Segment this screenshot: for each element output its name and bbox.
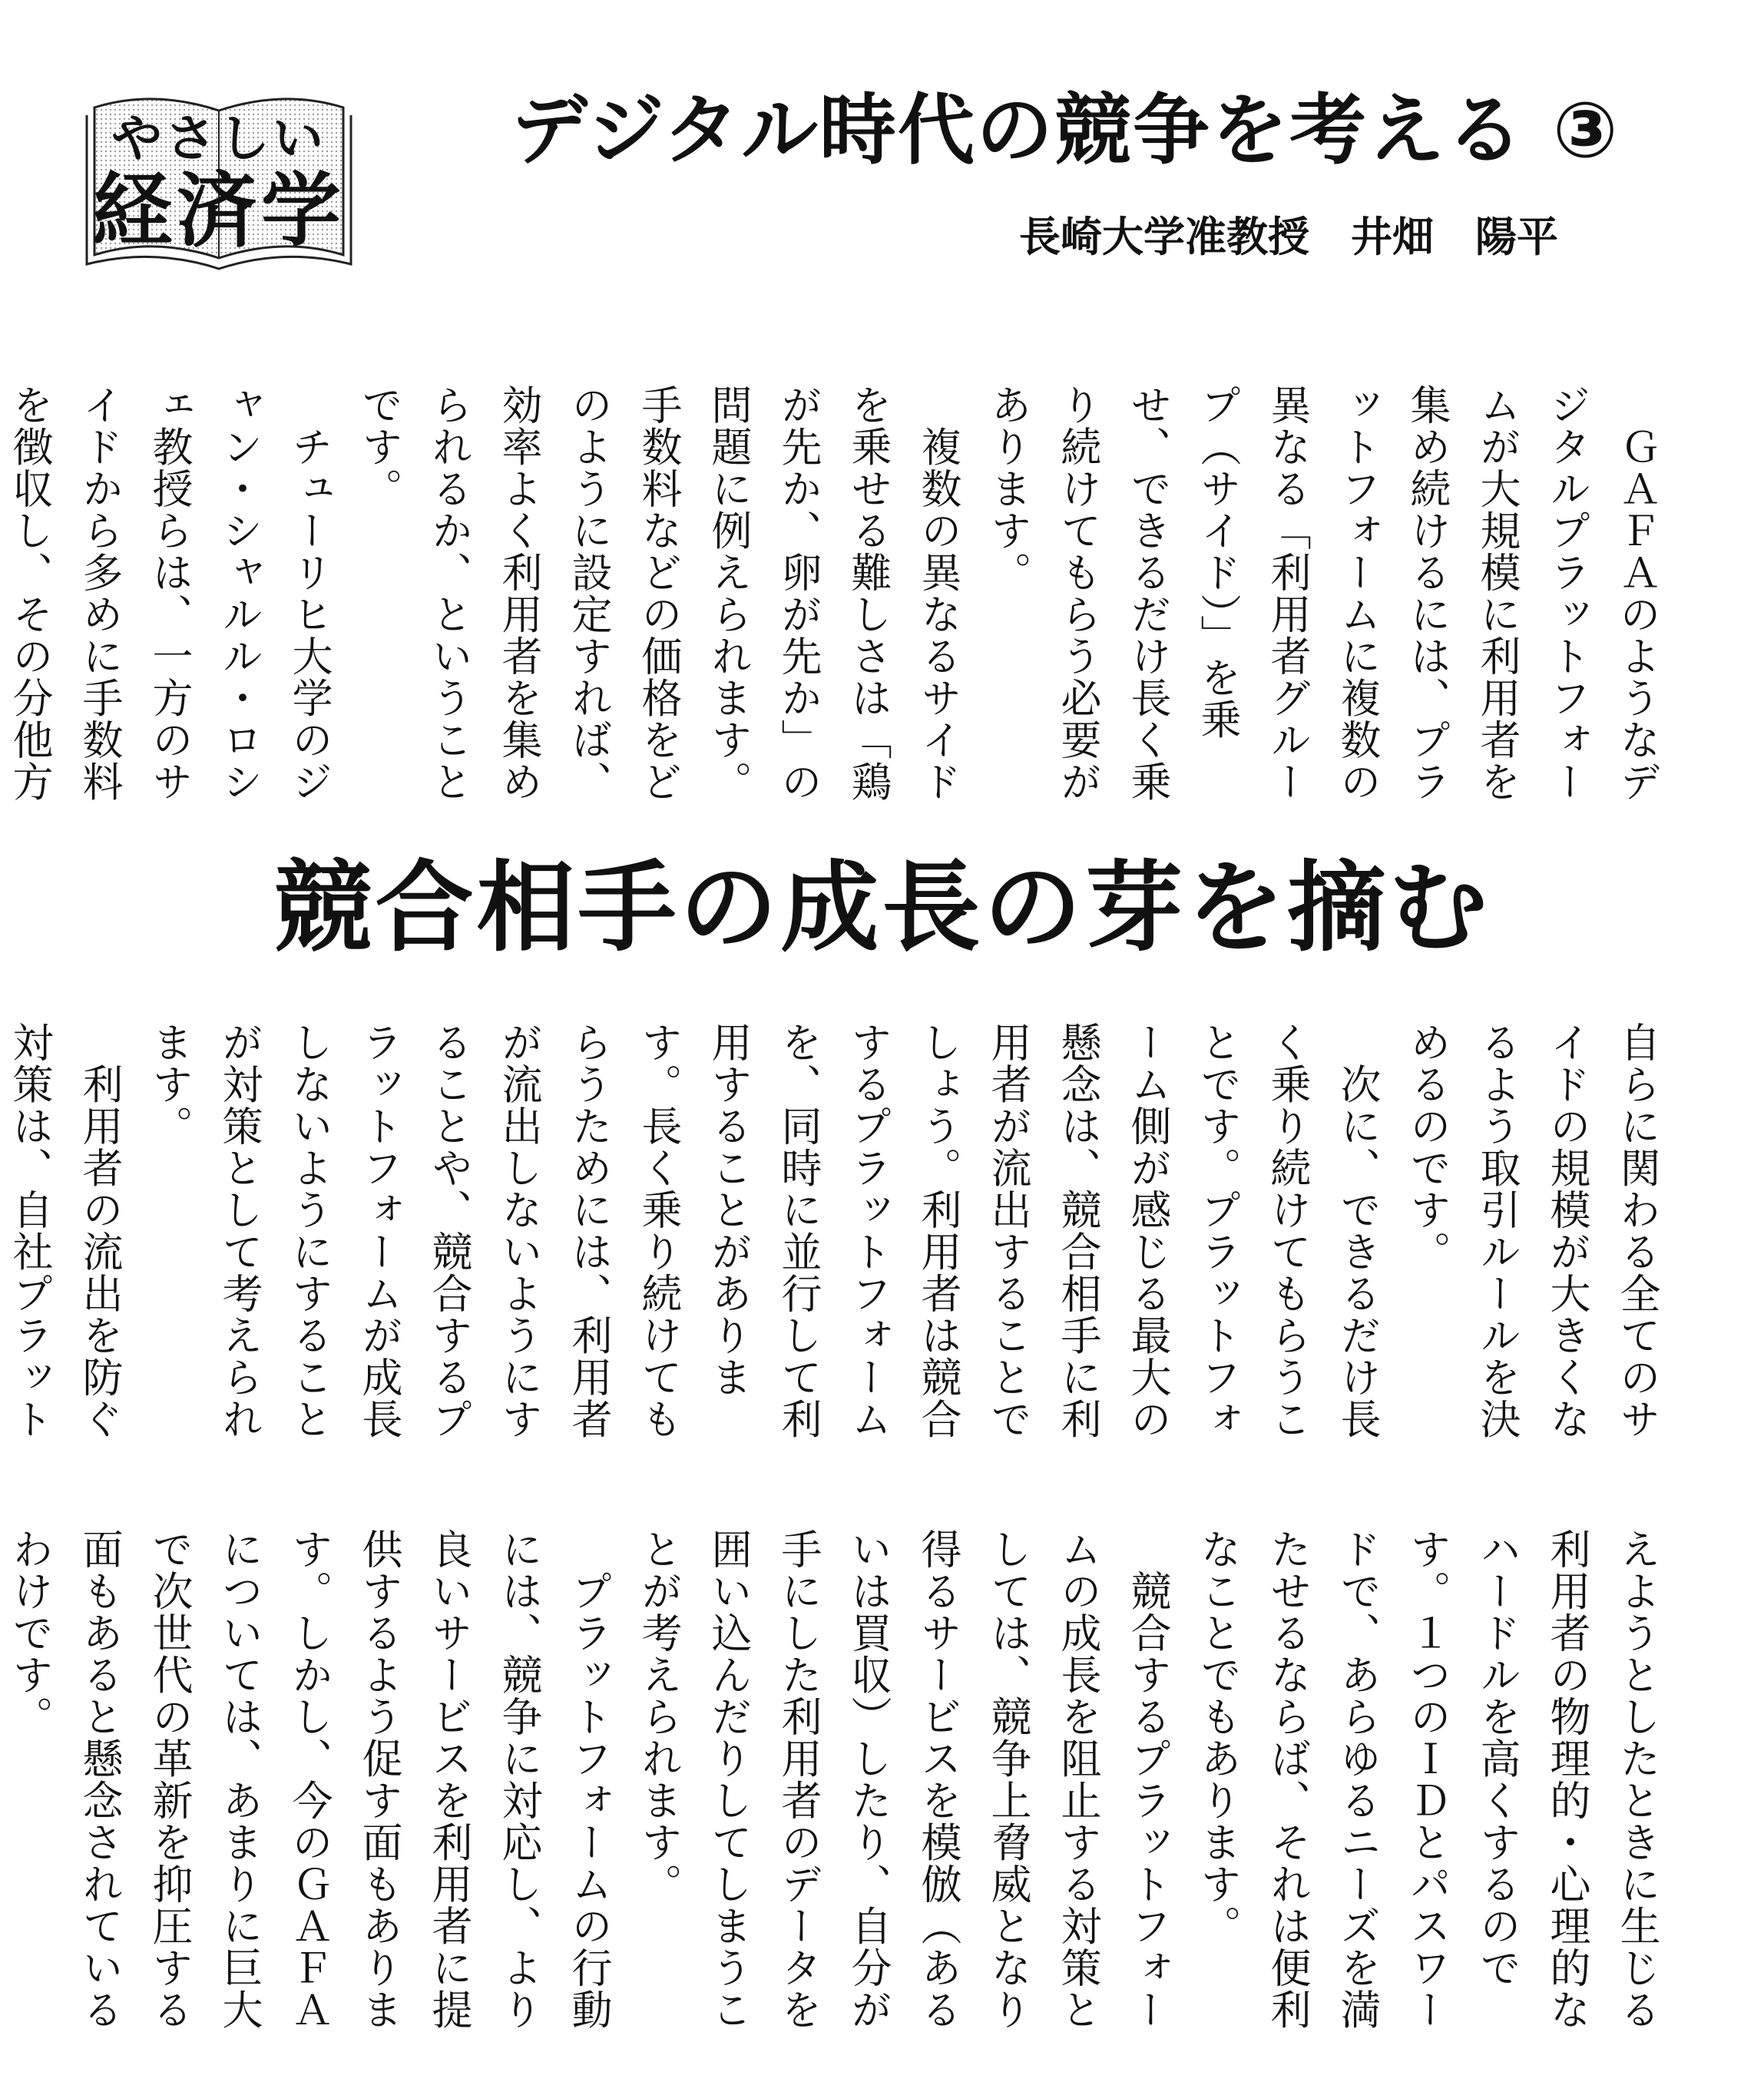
column-logo — [81, 84, 357, 280]
series-title: デジタル時代の競争を考える ③ — [511, 85, 1620, 175]
logo-text-line2: 経済学 — [91, 164, 346, 257]
article-body-top: ＧＡＦＡのようなデジタルプラットフォームが大規模に利用者を集め続けるには、プラットフォームに複数の異なる「利用者グループ（サイド）」を乗せ、できるだけ長く乗り続けてもらう必要があります。 複数の異なるサイドを乗せる難しさは「鶏が先か、卵が先か」の問題に例えられます。手数料などの価格をどのように設定すれば、効率よく利用者を集められるか、ということです。 チューリヒ大学のジャン・シャルル・ロシェ教授らは、一方のサイドから多めに手数料を徴収し、その分他方 — [6, 384, 1660, 803]
article-body-bottom: えようとしたときに生じる利用者の物理的・心理的なハードルを高くするのです。１つのＩＤとパスワードで、あらゆるニーズを満たせるならば、それは便利なことでもあります。 競合するプラットフォームの成長を阻止する対策としては、競争上脅威となり得るサービスを模倣（あるいは買収）したり、自分が手にした利用者のデータを囲い込んだりしてしまうことが考えられます。 プラットフォームの行動には、競争に対応し、より良いサービスを利用者に提供するよう促す面もあります。しかし、今のＧＡＦＡについては、あまりに巨大で次世代の革新を抑圧する面もあると懸念されているわけです。 — [6, 1528, 1660, 2030]
author-byline: 長崎大学准教授 井畑 陽平 — [1019, 213, 1558, 261]
article-headline: 競合相手の成長の芽を摘む — [273, 850, 1491, 965]
logo-text-line1: やさしい — [111, 109, 326, 168]
article-body-middle: 自らに関わる全てのサイドの規模が大きくなるよう取引ルールを決めるのです。 次に、できるだけ長く乗り続けてもらうことです。プラットフォーム側が感じる最大の懸念は、競合相手に利用者が流出することでしょう。利用者は競合するプラットフォームを、同時に並行して利用することがあります。長く乗り続けてもらうためには、利用者が流出しないようにすることや、競合するプラットフォームが成長しないようにすることが対策として考えられます。 利用者の流出を防ぐ対策は、自社プラット — [6, 1021, 1660, 1440]
